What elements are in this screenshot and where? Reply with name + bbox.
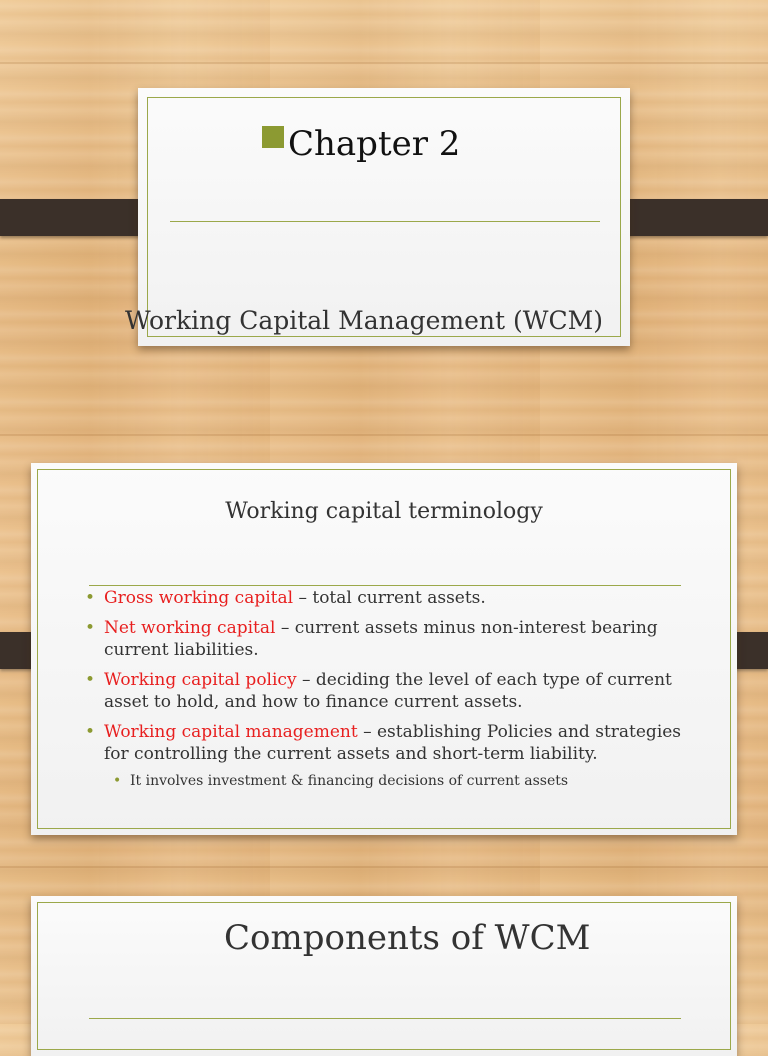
slide-3[interactable] <box>31 896 737 1056</box>
term-definition: – deciding the level of each type of current asset to hold, and how to finance current assets. <box>104 670 672 712</box>
bullet-icon: • <box>85 670 96 690</box>
divider-line <box>89 1018 681 1019</box>
decorative-bar-right <box>613 199 768 236</box>
term-definition: – total current assets. <box>293 588 486 608</box>
sub-list-item <box>83 771 695 791</box>
slide-title: Components of WCM <box>224 918 591 958</box>
slide-title: Working capital terminology <box>225 499 543 524</box>
slide-2[interactable] <box>31 463 737 835</box>
divider-line <box>170 221 600 222</box>
list-item <box>83 669 695 713</box>
term-definition: – current assets minus non-interest bearing current liabilities. <box>104 618 658 660</box>
bullet-icon: • <box>113 773 122 789</box>
list-item <box>83 721 695 765</box>
bullet-icon: • <box>85 618 96 638</box>
term-label: Gross working capital <box>104 588 294 608</box>
plank-seam <box>0 866 768 868</box>
slide-title: Chapter 2 <box>288 124 461 164</box>
title-block <box>262 122 460 166</box>
divider-line <box>89 585 681 586</box>
list-item <box>83 587 695 609</box>
term-definition: – establishing Policies and strategies for controlling the current assets and short-term liability. <box>104 722 682 764</box>
term-label: Net working capital <box>104 618 276 638</box>
term-label: Working capital policy <box>104 670 297 690</box>
square-bullet-icon <box>262 126 284 148</box>
sub-item-text: It involves investment & financing decisions of current assets <box>130 773 569 789</box>
bullet-icon: • <box>85 722 96 742</box>
terminology-list <box>83 587 695 791</box>
list-item <box>83 617 695 661</box>
decorative-bar-left <box>0 199 155 236</box>
plank-seam <box>0 62 768 64</box>
slide-subtitle: Working Capital Management (WCM) <box>125 306 603 335</box>
term-label: Working capital management <box>104 722 358 742</box>
bullet-icon: • <box>85 588 96 608</box>
plank-seam <box>0 434 768 436</box>
